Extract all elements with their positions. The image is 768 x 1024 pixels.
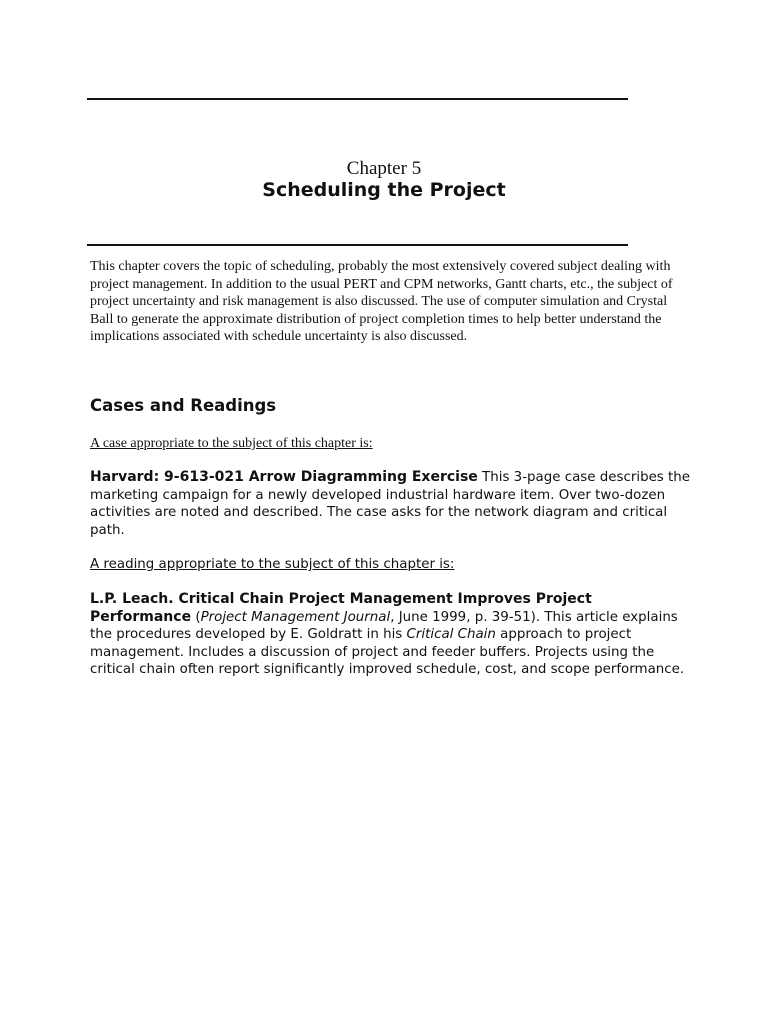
reading-title: L.P. Leach. Critical Chain Project Management Improves Project Performance: [90, 591, 592, 625]
top-rule: [87, 98, 628, 100]
reading-book: Critical Chain: [406, 627, 496, 642]
intro-paragraph: This chapter covers the topic of scheduling, probably the most extensively covered subject dealing with project management. In addition to the usual PERT and CPM networks, Gantt charts, etc., the subject of project uncertainty and risk management is also discussed. The use of computer simulation and Crystal Ball to generate the approximate distribution of project completion times to help better understand the implications associated with schedule uncertainty is also discussed.: [90, 259, 673, 344]
reading-lead: A reading appropriate to the subject of this chapter is:: [90, 557, 455, 572]
reading-journal: Project Management Journal: [200, 609, 391, 625]
chapter-title: Scheduling the Project: [262, 179, 506, 201]
case-description: This 3-page case describes the marketing campaign for a newly developed industrial hardware item. Over two-dozen activities are noted and described. The case asks for the network diagram and critical path.: [90, 470, 691, 538]
case-entry: [90, 469, 690, 539]
case-title: Harvard: 9-613-021 Arrow Diagramming Exercise: [90, 469, 478, 485]
reading-citation-rest: , June 1999, p. 39-51). This article explains the procedures developed by E. Goldratt in his: [90, 609, 678, 642]
chapter-number: Chapter 5: [346, 158, 422, 179]
reading-citation-open: (: [191, 609, 201, 625]
bottom-rule: [87, 244, 628, 246]
section-heading: Cases and Readings: [90, 396, 277, 415]
case-lead: A case appropriate to the subject of this chapter is:: [90, 436, 373, 451]
reading-entry: [90, 591, 690, 679]
reading-description: approach to project management. Includes a discussion of project and feeder buffers. Projects using the critical chain often report significantly improved schedule, cost, and scope performance.: [90, 627, 685, 677]
